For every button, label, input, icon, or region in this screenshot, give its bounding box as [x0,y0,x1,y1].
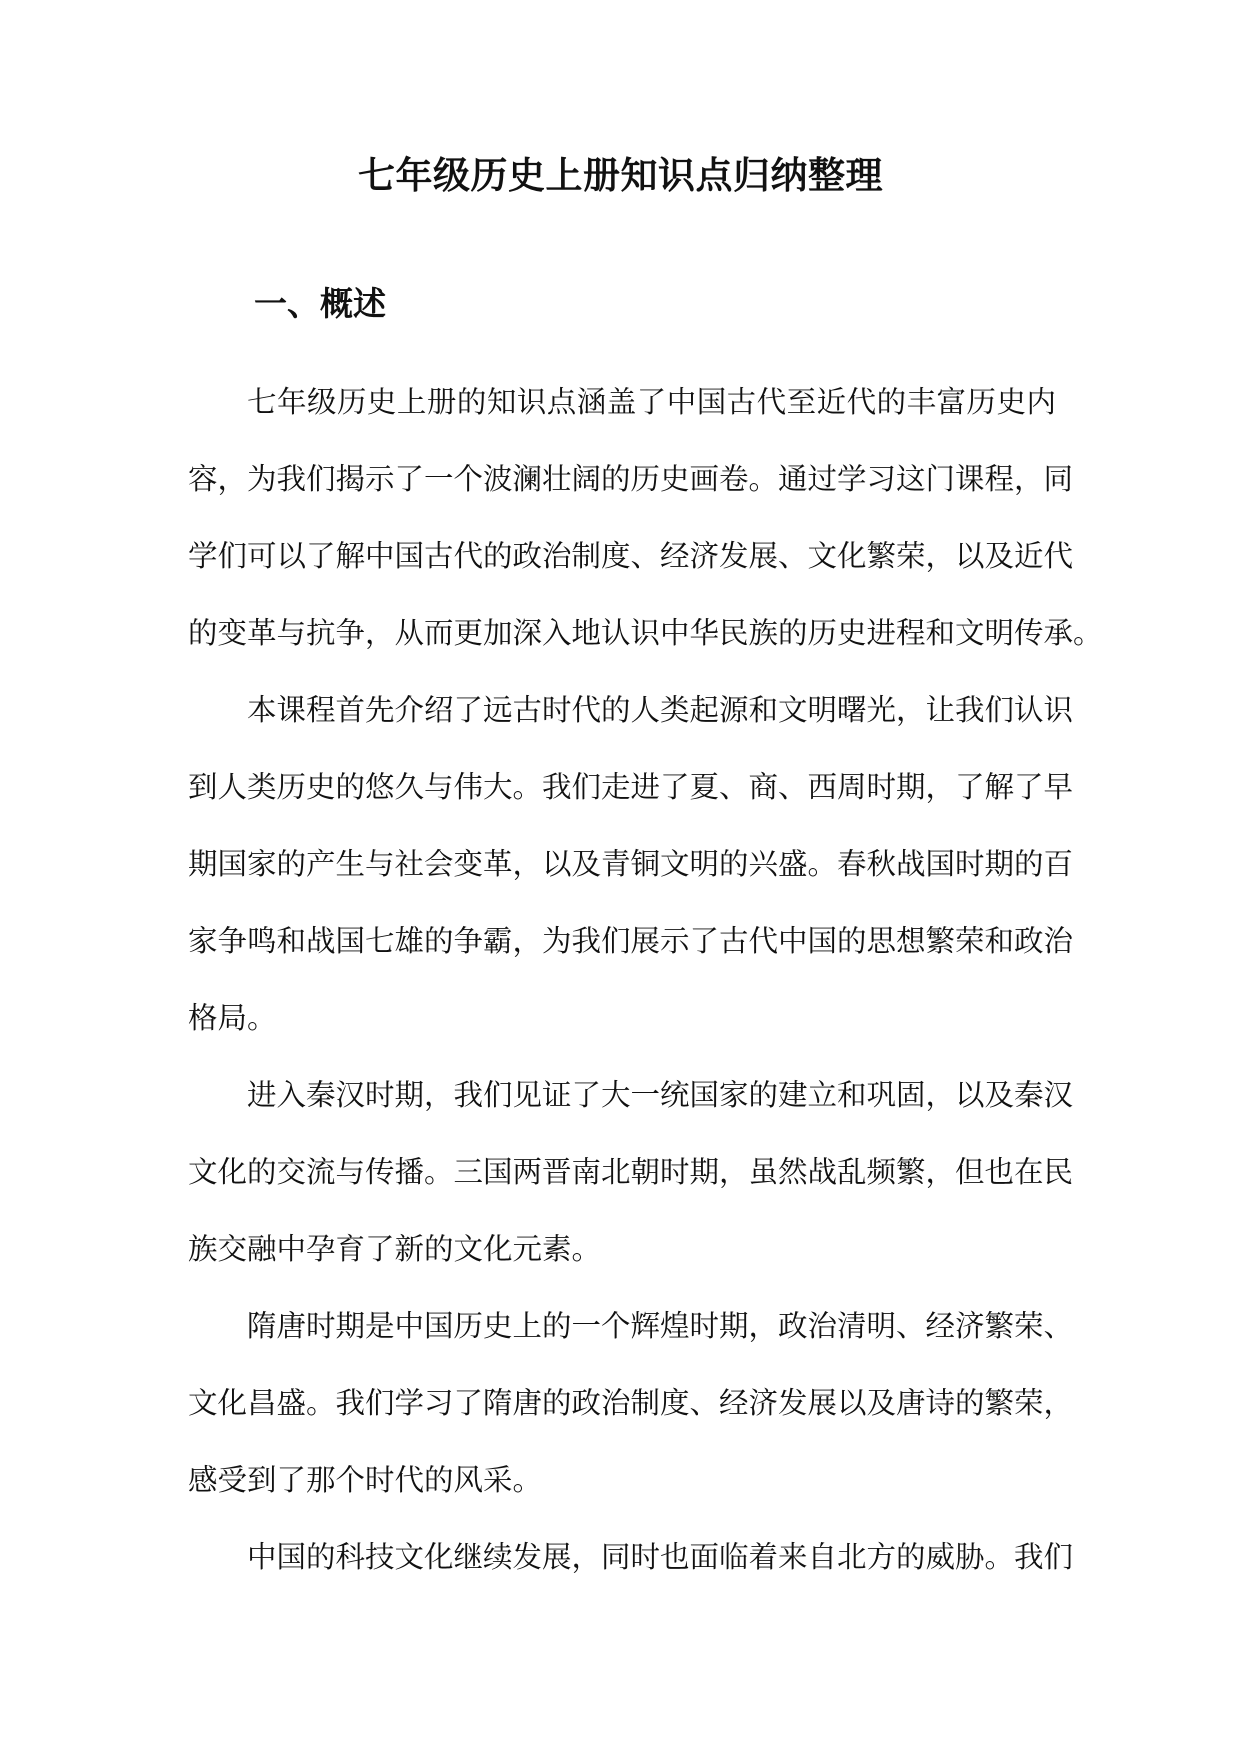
paragraph-line: 中国的科技文化继续发展，同时也面临着来自北方的威胁。我们 [247,1540,1074,1574]
document-body [188,364,1103,1596]
paragraph [188,672,1074,1057]
document-title: 七年级历史上册知识点归纳整理 [358,153,883,197]
paragraph-line: 七年级历史上册的知识点涵盖了中国古代至近代的丰富历史内 [247,385,1056,419]
paragraph [188,1057,1074,1288]
paragraph [188,1519,1074,1596]
paragraph-line: 学们可以了解中国古代的政治制度、经济发展、文化繁荣，以及近代 [188,539,1074,573]
paragraph-line: 文化的交流与传播。三国两晋南北朝时期，虽然战乱频繁，但也在民 [188,1155,1074,1189]
paragraph-line: 期国家的产生与社会变革，以及青铜文明的兴盛。春秋战国时期的百 [188,847,1074,881]
paragraph-line: 到人类历史的悠久与伟大。我们走进了夏、商、西周时期，了解了早 [188,770,1074,804]
paragraph-line: 文化昌盛。我们学习了隋唐的政治制度、经济发展以及唐诗的繁荣， [188,1386,1074,1420]
paragraph-line: 进入秦汉时期，我们见证了大一统国家的建立和巩固，以及秦汉 [247,1078,1074,1112]
paragraph-line: 族交融中孕育了新的文化元素。 [188,1232,602,1266]
paragraph-line: 的变革与抗争，从而更加深入地认识中华民族的历史进程和文明传承。 [188,616,1103,650]
paragraph-line: 感受到了那个时代的风采。 [188,1463,543,1497]
paragraph-line: 格局。 [188,1001,277,1035]
paragraph [188,1288,1074,1519]
paragraph-line: 本课程首先介绍了远古时代的人类起源和文明曙光，让我们认识 [247,693,1074,727]
paragraph [188,364,1103,672]
section-heading: 一、概述 [254,284,386,323]
paragraph-line: 家争鸣和战国七雄的争霸，为我们展示了古代中国的思想繁荣和政治 [188,924,1074,958]
paragraph-line: 容，为我们揭示了一个波澜壮阔的历史画卷。通过学习这门课程，同 [188,462,1074,496]
paragraph-line: 隋唐时期是中国历史上的一个辉煌时期，政治清明、经济繁荣、 [247,1309,1074,1343]
